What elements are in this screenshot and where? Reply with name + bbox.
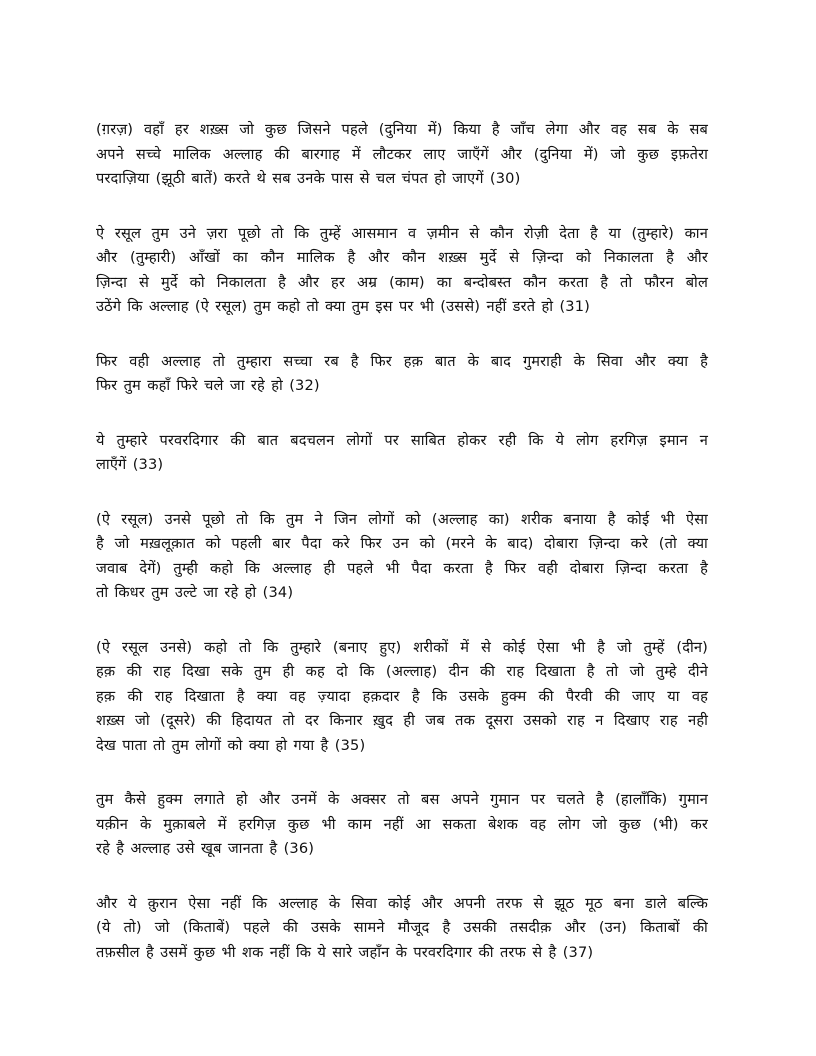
document-page: [96, 118, 708, 995]
text-line: तफ़सील है उसमें कुछ भी शक नहीं कि ये सारे जहाँन के परवरदिगार की तरफ से है (37): [96, 943, 594, 961]
paragraph-verse-30: [96, 118, 708, 192]
text-line: परदाज़िया (झूठी बातें) करते थे सब उनके पास से चल चंपत हो जाएगें (30): [96, 170, 521, 187]
text-line: फिर तुम कहाँ फिरे चले जा रहे हो (32): [96, 377, 320, 394]
text-line: (ऐ रसूल उनसे) कहो तो कि तुम्हारे (बनाए हुए) शरीकों में से कोई ऐसा भी है जो तुम्हें (दीन): [96, 638, 708, 656]
text-line: जवाब देगें) तुम्ही कहो कि अल्लाह ही पहले भी पैदा करता है फिर वही दोबारा ज़िन्दा करता है: [96, 559, 708, 577]
text-line: हक़ की राह दिखाता है क्या वह ज़्यादा हक़दार है कि उसके हुक्म की पैरवी की जाए या वह: [96, 687, 708, 705]
text-line: यक़ीन के मुक़ाबले में हरगिज़ कुछ भी काम नहीं आ सकता बेशक वह लोग जो कुछ (भी) कर: [96, 815, 708, 833]
text-line: अपने सच्चे मालिक अल्लाह की बारगाह में लौटकर लाए जाएँगें और (दुनिया में) जो कुछ इफ़तेरा: [96, 145, 708, 163]
text-line: उठेंगे कि अल्लाह (ऐ रसूल) तुम कहो तो क्या तुम इस पर भी (उससे) नहीं डरते हो (31): [96, 298, 591, 315]
text-line: ज़िन्दा से मुर्दे को निकालता है और हर अम्र (काम) का बन्दोबस्त कौन करता है तो फौरन बोल: [96, 273, 708, 291]
text-line: और ये क़ुरान ऐसा नहीं कि अल्लाह के सिवा कोई और अपनी तरफ से झूठ मूठ बना डाले बल्कि: [96, 894, 708, 912]
text-line: फिर वही अल्लाह तो तुम्हारा सच्चा रब है फिर हक़ बात के बाद गुमराही के सिवा और क्या है: [96, 352, 708, 370]
text-line: (ये तो) जो (किताबें) पहले की उसके सामने मौजूद है उसकी तसदीक़ और (उन) किताबों की: [96, 919, 708, 936]
text-line: और (तुम्हारी) आँखों का कौन मालिक है और कौन शख़्स मुर्दे से ज़िन्दा को निकालता है और: [96, 249, 708, 266]
text-line: तो किधर तुम उल्टे जा रहे हो (34): [96, 584, 294, 601]
paragraph-verse-33: [96, 429, 708, 478]
text-line: रहे है अल्लाह उसे खूब जानता है (36): [96, 840, 315, 857]
text-line: तुम कैसे हुक्म लगाते हो और उनमें के अक्सर तो बस अपने गुमान पर चलते है (हालाँकि) गुमान: [96, 791, 708, 808]
text-line: शख़्स जो (दूसरे) की हिदायत तो दर किनार ख़ुद ही जब तक दूसरा उसको राह न दिखाए राह नही: [96, 712, 708, 729]
text-line: है जो मख़लूक़ात को पहली बार पैदा करे फिर उन को (मरने के बाद) दोबारा ज़िन्दा करे (तो क्या: [96, 535, 708, 552]
paragraph-verse-37: [96, 892, 708, 966]
paragraph-verse-35: [96, 636, 708, 759]
paragraph-verse-31: [96, 222, 708, 320]
paragraph-verse-32: [96, 350, 708, 399]
paragraph-verse-36: [96, 788, 708, 862]
text-line: (ग़रज़) वहाँ हर शख़्स जो कुछ जिसने पहले (दुनिया में) किया है जाँच लेगा और वह सब के सब: [96, 121, 708, 138]
text-line: (ऐ रसूल) उनसे पूछो तो कि तुम ने जिन लोगों को (अल्लाह का) शरीक बनाया है कोई भी ऐसा: [96, 510, 708, 528]
text-line: देख पाता तो तुम लोगों को क्या हो गया है (35): [96, 736, 366, 754]
text-line: ऐ रसूल तुम उने ज़रा पूछो तो कि तुम्हें आसमान व ज़मीन से कौन रोज़ी देता है या (तुम्हारे) कान: [96, 224, 708, 242]
text-line: हक़ की राह दिखा सके तुम ही कह दो कि (अल्लाह) दीन की राह दिखाता है तो जो तुम्हे दीने: [96, 663, 708, 680]
text-line: लाएँगें (33): [96, 456, 164, 473]
paragraph-verse-34: [96, 508, 708, 606]
text-line: ये तुम्हारे परवरदिगार की बात बदचलन लोगों पर साबित होकर रही कि ये लोग हरगिज़ इमान न: [96, 431, 708, 449]
